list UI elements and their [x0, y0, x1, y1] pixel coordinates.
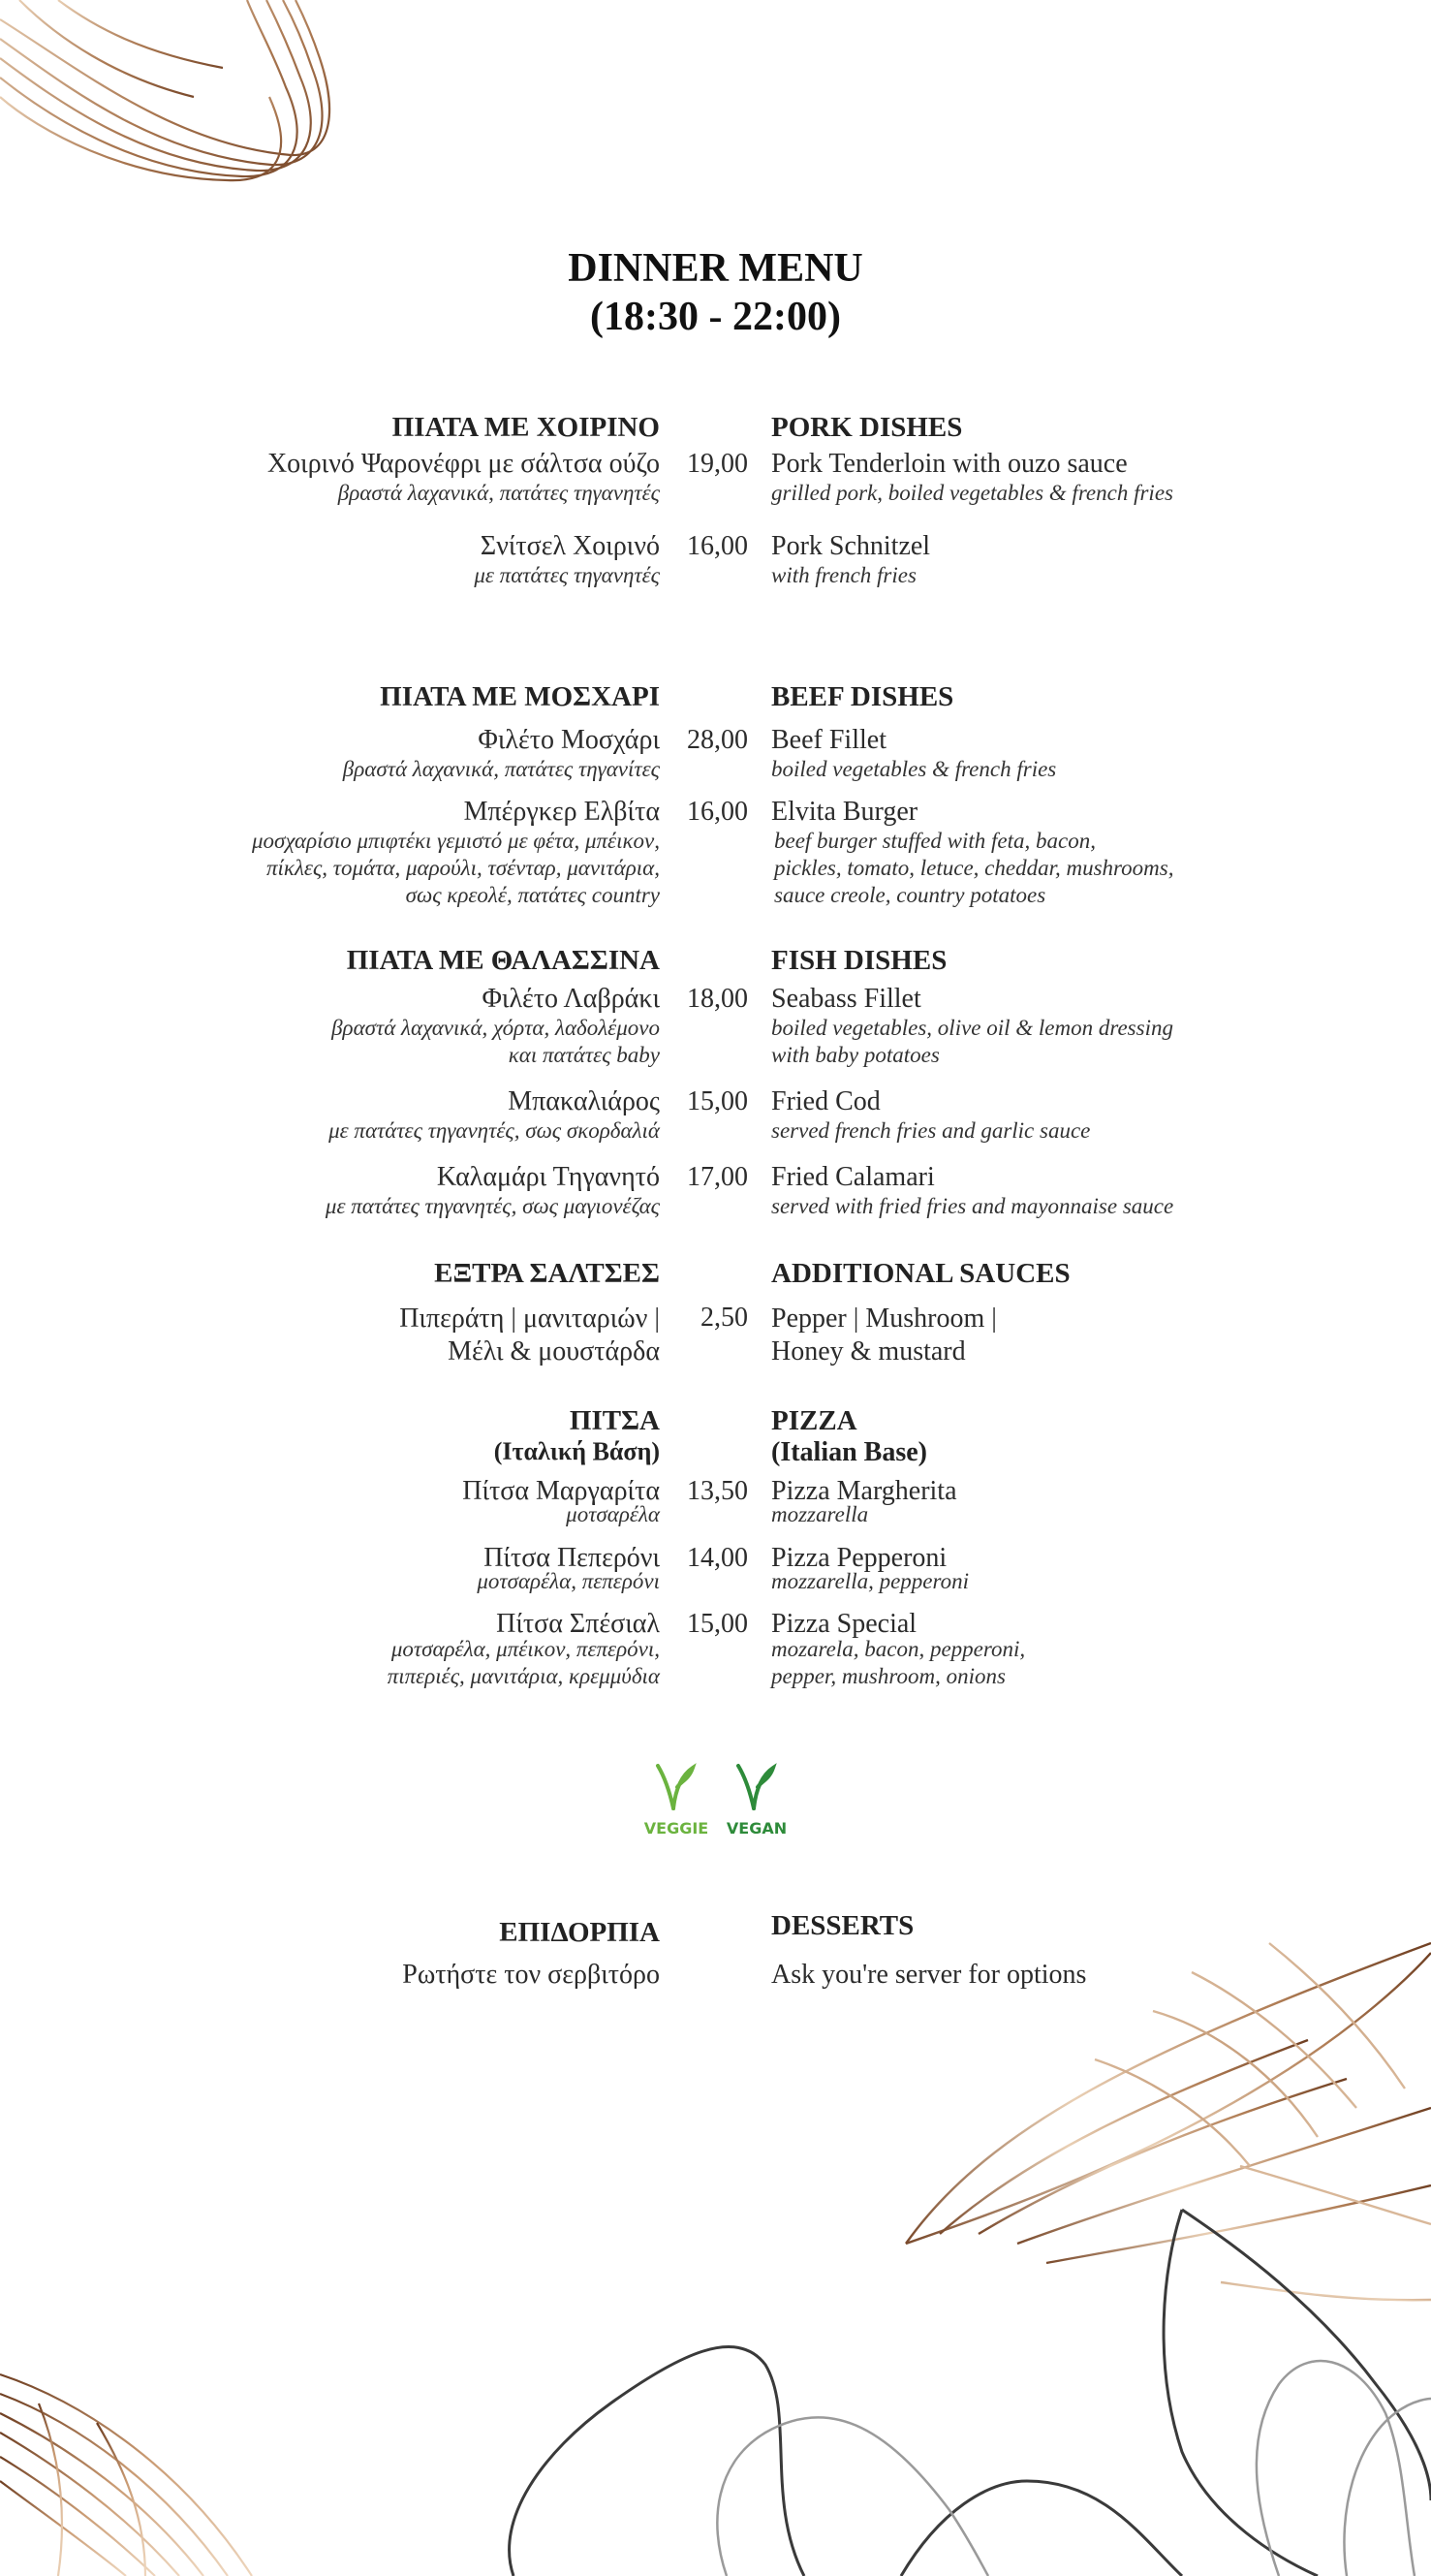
- section-header-english: PORK DISHES: [771, 412, 963, 443]
- menu-item-greek: [328, 1086, 660, 1145]
- item-name: Μπακαλιάρος: [508, 1086, 660, 1116]
- item-name: Pizza Pepperoni: [771, 1543, 948, 1573]
- item-description: mozzarella: [771, 1502, 869, 1526]
- item-description: μοτσαρέλα, πεπερόνι: [477, 1569, 660, 1593]
- item-name: Fried Cod: [771, 1086, 881, 1116]
- section-header-greek: ΕΠΙΔΟΡΠΙΑ: [499, 1917, 660, 1948]
- decorative-leaf-bottom-left: [0, 2365, 262, 2576]
- menu-item-greek: [477, 1543, 660, 1595]
- item-price: 16,00: [687, 531, 748, 561]
- item-price: 13,50: [687, 1476, 748, 1506]
- section-title: PIZZA: [771, 1405, 857, 1436]
- section-header-greek: ΠΙΑΤΑ ΜΕ ΘΑΛΑΣΣΙΝΑ: [346, 945, 660, 976]
- item-name: Pizza Margherita: [771, 1476, 957, 1506]
- item-description: βραστά λαχανικά, πατάτες τηγανητές: [337, 481, 660, 505]
- item-description: πίκλες, τομάτα, μαρούλι, τσένταρ, μανιτάρια,: [266, 856, 660, 880]
- item-name: Seabass Fillet: [771, 984, 921, 1014]
- menu-item-english: [771, 725, 1056, 783]
- menu-item-english: [771, 984, 1173, 1069]
- section-header-english: BEEF DISHES: [771, 681, 954, 712]
- item-description: και πατάτες baby: [508, 1043, 660, 1067]
- item-description: served french fries and garlic sauce: [771, 1118, 1091, 1143]
- item-description: mozzarella, pepperoni: [771, 1569, 970, 1593]
- item-price: 16,00: [687, 797, 748, 827]
- menu-item-english: [771, 1162, 1173, 1220]
- item-description: με πατάτες τηγανητές, σως σκορδαλιά: [328, 1118, 660, 1143]
- item-name: Pizza Special: [771, 1609, 918, 1639]
- item-name: Fried Calamari: [771, 1162, 935, 1192]
- item-description: mozarela, bacon, pepperoni,: [771, 1637, 1026, 1661]
- section-header-greek: [494, 1405, 660, 1466]
- item-description: beef burger stuffed with feta, bacon,: [774, 829, 1096, 853]
- item-description: served with fried fries and mayonnaise sauce: [771, 1194, 1174, 1218]
- desserts-note-english: Ask you're server for options: [771, 1960, 1087, 1990]
- menu-item-greek: [343, 725, 660, 783]
- item-description: boiled vegetables, olive oil & lemon dressing: [771, 1016, 1173, 1040]
- item-description: grilled pork, boiled vegetables & french fries: [771, 481, 1173, 505]
- item-description: sauce creole, country potatoes: [774, 883, 1046, 907]
- item-price: 2,50: [700, 1303, 748, 1333]
- item-price: 19,00: [687, 449, 748, 479]
- item-name: Μπέργκερ Ελβίτα: [463, 797, 660, 827]
- section-title: ΠΙΤΣΑ: [569, 1405, 660, 1436]
- sauce-options: Μέλι & μουστάρδα: [448, 1336, 660, 1367]
- item-description: pickles, tomato, letuce, cheddar, mushrooms,: [774, 856, 1174, 880]
- item-description: βραστά λαχανικά, πατάτες τηγανίτες: [342, 757, 660, 781]
- menu-item-english: [771, 531, 930, 589]
- item-description: μοτσαρέλα, μπέικον, πεπερόνι,: [390, 1637, 660, 1661]
- menu-item-greek: [462, 1476, 660, 1528]
- menu-item-greek: [331, 984, 660, 1069]
- item-description: πιπεριές, μανιτάρια, κρεμμύδια: [387, 1664, 660, 1688]
- item-description: boiled vegetables & french fries: [771, 757, 1057, 781]
- section-subtitle: (Italian Base): [771, 1437, 927, 1467]
- menu-item-english: [771, 1543, 969, 1595]
- item-name: Φιλέτο Λαβράκι: [482, 984, 660, 1014]
- menu-item-greek: [474, 531, 660, 589]
- item-price: 15,00: [687, 1609, 748, 1639]
- item-name: Pork Schnitzel: [771, 531, 931, 561]
- section-header-english: FISH DISHES: [771, 945, 948, 976]
- section-header-english: DESSERTS: [771, 1910, 915, 1941]
- menu-item-greek: [267, 449, 660, 507]
- item-price: 14,00: [687, 1543, 748, 1573]
- section-header-greek: ΠΙΑΤΑ ΜΕ ΧΟΙΡΙΝΟ: [391, 412, 660, 443]
- section-header-greek: ΠΙΑΤΑ ΜΕ ΜΟΣΧΑΡΙ: [380, 681, 660, 712]
- menu-title-line1: DINNER MENU: [568, 246, 863, 291]
- item-description: μοσχαρίσιο μπιφτέκι γεμιστό με φέτα, μπέικον,: [251, 829, 660, 853]
- item-price: 28,00: [687, 725, 748, 755]
- sauce-options: Πιπεράτη | μανιταριών |: [399, 1304, 660, 1334]
- menu-item-greek: [252, 797, 660, 909]
- item-description: with french fries: [771, 563, 917, 587]
- sauces-english: [771, 1303, 997, 1368]
- section-header-english: ADDITIONAL SAUCES: [771, 1258, 1071, 1289]
- menu-item-english: [771, 1086, 1090, 1145]
- veggie-badge: [638, 1762, 715, 1838]
- item-name: Πίτσα Πεπερόνι: [483, 1543, 660, 1573]
- section-header-english: [771, 1405, 927, 1468]
- menu-item-greek: [326, 1162, 660, 1220]
- menu-item-english: [771, 449, 1173, 507]
- decorative-lines-bottom: [484, 2190, 1431, 2576]
- sprout-icon: [652, 1762, 700, 1812]
- section-subtitle: (Ιταλική Βάση): [493, 1437, 660, 1465]
- item-name: Elvita Burger: [771, 797, 918, 827]
- sauces-greek: [399, 1303, 660, 1368]
- desserts-note-greek: Ρωτήστε τον σερβιτόρο: [402, 1960, 660, 1990]
- item-name: Pork Tenderloin with ouzo sauce: [771, 449, 1128, 479]
- vegan-badge: [718, 1762, 795, 1838]
- item-name: Σνίτσελ Χοιρινό: [480, 531, 660, 561]
- item-name: Beef Fillet: [771, 725, 887, 755]
- menu-title: [0, 244, 1431, 341]
- item-description: with baby potatoes: [771, 1043, 940, 1067]
- item-name: Φιλέτο Μοσχάρι: [478, 725, 660, 755]
- item-price: 17,00: [687, 1162, 748, 1192]
- item-description: με πατάτες τηγανητές: [474, 563, 660, 587]
- menu-hours: (18:30 - 22:00): [590, 295, 841, 339]
- menu-item-greek: [388, 1609, 660, 1690]
- item-name: Πίτσα Μαργαρίτα: [462, 1476, 660, 1506]
- item-description: με πατάτες τηγανητές, σως μαγιονέζας: [325, 1194, 660, 1218]
- item-price: 15,00: [687, 1086, 748, 1116]
- vegan-label: VEGAN: [726, 1819, 788, 1838]
- menu-item-english: [771, 1609, 1025, 1690]
- item-name: Χοιρινό Ψαρονέφρι με σάλτσα ούζο: [266, 449, 660, 479]
- sauce-options: Honey & mustard: [771, 1336, 966, 1367]
- item-name: Πίτσα Σπέσιαλ: [496, 1609, 660, 1639]
- item-description: pepper, mushroom, onions: [771, 1664, 1006, 1688]
- section-header-greek: ΕΞΤΡΑ ΣΑΛΤΣΕΣ: [434, 1258, 660, 1289]
- decorative-leaf-top-left: [0, 0, 349, 184]
- item-description: σως κρεολέ, πατάτες country: [405, 883, 660, 907]
- item-description: βραστά λαχανικά, χόρτα, λαδολέμονο: [331, 1016, 660, 1040]
- item-name: Καλαμάρι Τηγανητό: [436, 1162, 660, 1192]
- sauce-options: Pepper | Mushroom |: [771, 1304, 997, 1334]
- menu-item-english: [771, 797, 1173, 909]
- item-price: 18,00: [687, 984, 748, 1014]
- item-description: μοτσαρέλα: [566, 1502, 660, 1526]
- sprout-icon: [732, 1762, 781, 1812]
- menu-item-english: [771, 1476, 957, 1528]
- veggie-label: VEGGIE: [643, 1819, 709, 1838]
